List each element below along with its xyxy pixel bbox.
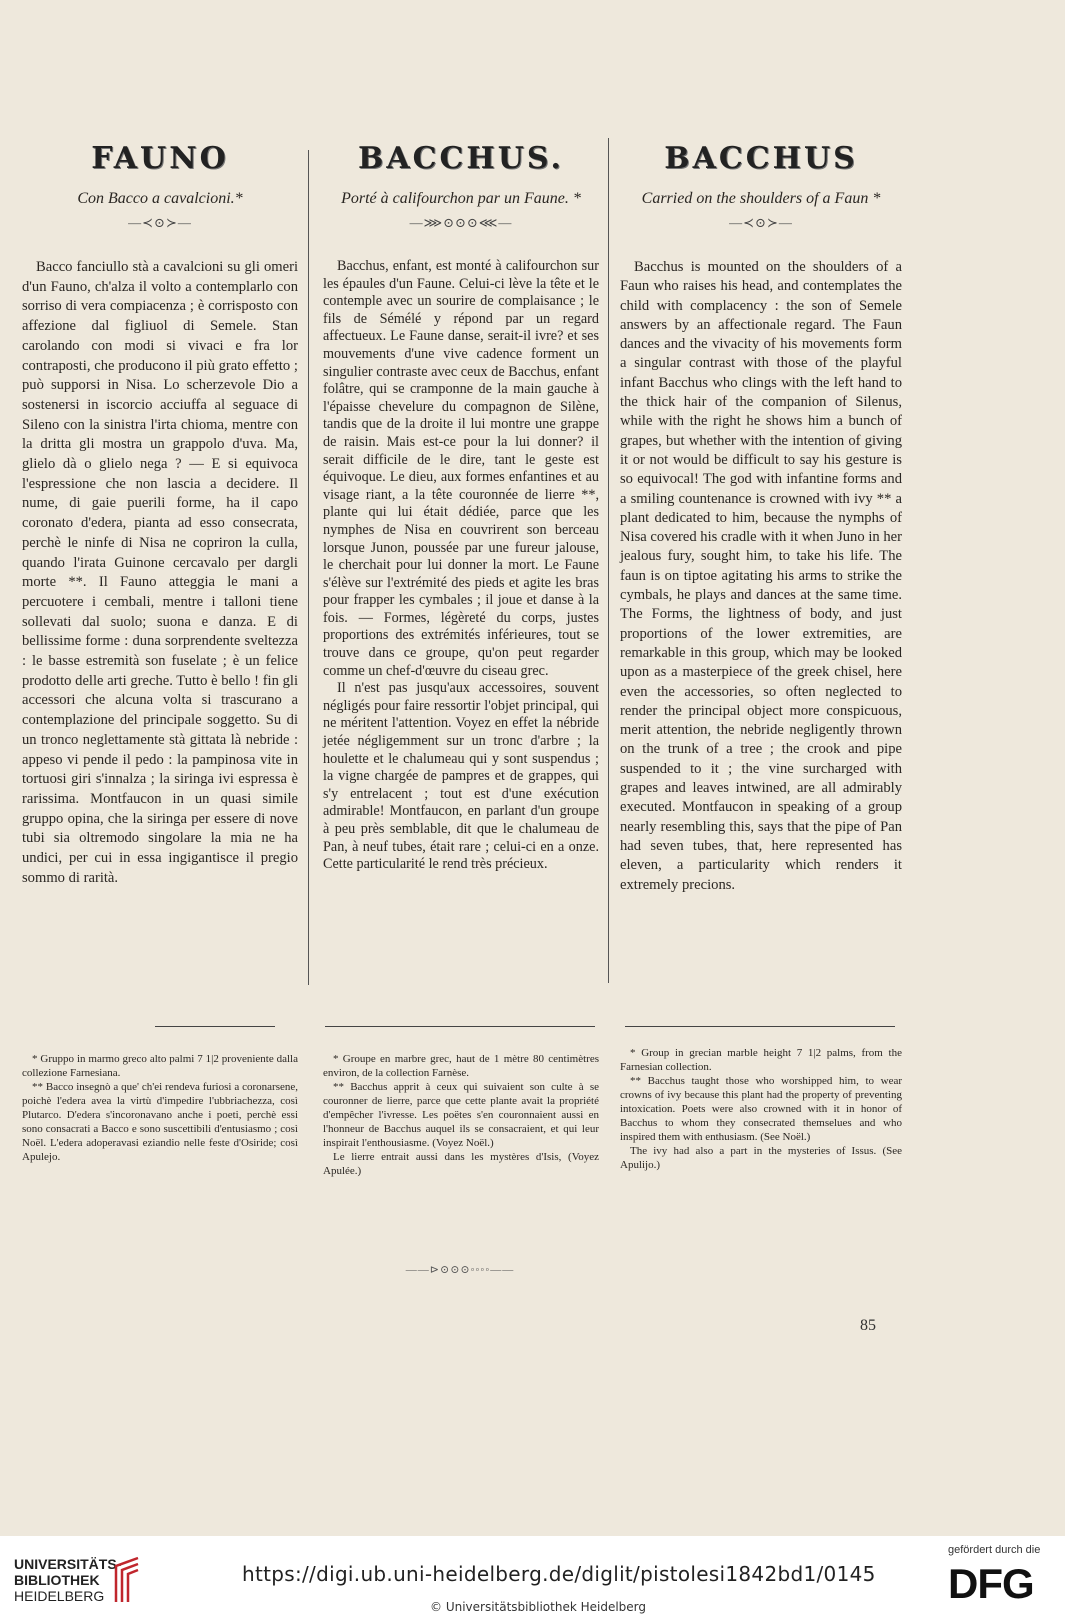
logo-text-line: HEIDELBERG [14, 1588, 105, 1604]
paragraph: Bacchus, enfant, est monté à califourchon sur les épaules d'un Faune. Celui-ci lève la tête et le contemple avec un sourire de complaisance ; le fils de Sémélé y répond par un regard affectueux. Le Faune danse, serait-il ivre? et ses mouvements d'une vive cadence forment un singulier contraste avec ceux de Bacchus, enfant folâtre, qui se cramponne de la main gauche à l'épaisse chevelure du compagnon de Silène, tandis que de la droite il lui montre une grappe de raisin. Mais est-ce pour la lui donner? il serait difficile de le dire, tant le geste est équivoque. Le dieu, aux formes enfantines et au visage riant, a la tête couronnée de lierre **, plante qui lui était dédiée, parce que les nymphes de Nisa en couvrirent son berceau lorsque Junon, poussée par une fureur jalouse, le cherchait pour lui donner la mort. Le Faune s'élève sur l'extrémité des pieds et agite les bras pour frapper les cymbales ; il joue et danse à la fois. — Formes, légèreté du corps, justes proportions des extrémités inférieures, tout se trouve dans ce groupe, qu'on peut regarder comme un chef-d'œuvre du ciseau grec. [323, 258, 599, 679]
paragraph: Bacco fanciullo stà a cavalcioni su gli omeri d'un Fauno, ch'alza il volto a contemplarlo con sorriso di vera compiacenza ; è corrisposto con affezione dal figliuol di Semele. Stan carolando con modi si vivaci e fra lor contraposti, che producono il più grato effetto ; può supporsi in Nisa. Lo scherzevole Dio a sostenersi in iscorcio acciuffa al seguace di Sileno con la sinistra l'irta chioma, mentre con la dritta gli mostra un grappolo d'uva. Ma, glielo dà o glielo nega ? — E si equivoca l'espressione che non lascia a decidere. Il nume, di gaie puerili forme, ha il capo coronato d'edera, pianta ad esso consecrata, perchè le ninfe di Nisa ne copriron la culla, quando l'irata Guinone cercavalo per dargli morte **. Il Fauno atteggia le mani a percuotere i cembali, mentre i talloni tiene sollevati dal suolo; suona e danza. E di bellissime forme : duna sorprendente sveltezza : le basse estremità son fuselate ; è un felice prodotto delle arti greche. Tutto è bello ! fin gli accessori che alcuna volta si trascurano a contemplazione del principale soggetto. Su di un tronco neglettamente stà gittata là nebride : appeso vi pende il pedo : la pampinosa vite in tortuosi giri s'innalza ; la siringa ivi espressa è rarissima. Montfaucon in un quasi simile gruppo opina, che la siringa per essere di nove tubi sia oltremodo singolare la mia ne ha undici, per cui in essa ingigantisce il pregio sommo di rarità. [22, 259, 298, 886]
paragraph: Bacchus is mounted on the shoulders of a Faun who raises his head, and contemplates the child with complacency : the son of Semele answers by an affectionale regard. The Faun dances and the vivacity of his movements form a singular contrast with those of the playful infant Bacchus who clings with the left hand to the thick hair of the companion of Silenus, while with the right he shows him a bunch of grapes, but whether with the intention of giving it or not would be difficult to say his gesture is so equivocal! The god with infantine forms and a smiling countenance is crowned with ivy ** a plant dedicated to him, because the nymphs of Nisa covered his cradle with it when Juno in her jealous fury, sought him, to take his life. The faun is on tiptoe agitating his arms to strike the cymbals, he plays and dances at the same time. The Forms, the lightness of body, and just proportions of the lower extremities, are remarkable in this group, which may be looked upon as a masterpiece of the greek chisel, here even the accessories, so often neglected to render the principal object more conspicuous, merit attention, the nebride negligently thrown on the trunk of a tree ; the crook and pipe suspended to it ; the vine surcharged with grapes and leaves intwined, are all admirably executed. Montfaucon in speaking of a group nearly resembling this, says that the pipe of Pan had seven tubes, that, here represented has eleven, a particularity which renders it extremely precions. [620, 259, 902, 893]
end-ornament: ——⊳⊙⊙⊙◦◦◦◦—— [405, 1264, 515, 1276]
column-english [620, 140, 902, 895]
footnotes-french [323, 1052, 599, 1178]
footnote: * Gruppo in marmo greco alto palmi 7 1|2 proveniente dalla collezione Farnesiana. [22, 1053, 298, 1079]
page-number: 85 [860, 1317, 876, 1334]
column-french [323, 140, 599, 874]
ornament: —⋙⊙⊙⊙⋘— [409, 215, 513, 230]
column-title: BACCHUS. [358, 141, 564, 176]
footnote-rule [325, 1026, 595, 1027]
footnote: ** Bacchus taught those who worshipped him, to wear crowns of ivy because this plant had the property of preventing intoxication. Poets were also crowned with it in honor of Bacchus to whom they consecrated themselues and who inspired them with enthusiasm. (See Noël.) [620, 1075, 902, 1143]
copyright-notice: © Universitätsbibliothek Heidelberg [430, 1600, 647, 1614]
logo-text-line: BIBLIOTHEK [14, 1572, 100, 1588]
footnote: Le lierre entrait aussi dans les mystères d'Isis, (Voyez Apulée.) [323, 1151, 599, 1177]
viewer-footer [0, 1536, 1065, 1624]
ornament: —≺⊙≻— [729, 215, 793, 230]
footnote: * Groupe en marbre grec, haut de 1 mètre 80 centimètres environ, de la collection Farnèse. [323, 1053, 599, 1079]
library-logo[interactable] [14, 1556, 121, 1604]
column-divider [308, 150, 309, 985]
document-url-link[interactable]: https://digi.ub.uni-heidelberg.de/diglit/pistolesi1842bd1/0145 [242, 1562, 876, 1586]
footnote: ** Bacco insegnò a que' ch'ei rendeva furiosi a coronarsene, poichè l'edera avea la virtù d'impedire l'ubbriachezza, così Plutarco. D'edera s'incoronavano anche i poeti, perchè essi sono consacrati a Bacco e sono suscettibili d'entusiasmo ; così Noël. L'edera adoperavasi eziandio nelle feste d'Osiride; così Apulejo. [22, 1081, 298, 1163]
footnotes-italian [22, 1052, 298, 1164]
ornament: —≺⊙≻— [128, 215, 192, 230]
column-body [620, 258, 902, 895]
footnote: ** Bacchus apprit à ceux qui suivaient son culte à se couronner de lierre, parce que cette plante avait la propriété d'empêcher l'ivresse. Les poëtes s'en couronnaient aussi en l'honneur de Bacchus auquel ils se consacraient, et qui leur inspirait l'enthousiasme. (Voyez Noël.) [323, 1081, 599, 1149]
library-logo-mark-icon [110, 1556, 144, 1604]
footnotes-english [620, 1046, 902, 1172]
column-title: FAUNO [91, 141, 229, 176]
column-body [323, 258, 599, 874]
logo-text-line: UNIVERSITÄTS- [14, 1556, 122, 1572]
column-title: BACCHUS [664, 141, 858, 176]
footnote: * Group in grecian marble height 7 1|2 palms, from the Farnesian collection. [620, 1047, 902, 1073]
column-italian [22, 140, 298, 889]
footnote-rule [155, 1026, 275, 1027]
footnote-rule [625, 1026, 895, 1027]
paragraph: Il n'est pas jusqu'aux accessoires, souvent négligés pour faire ressortir l'objet principal, qui ne méritent l'attention. Voyez en effet la nébride jetée négligemment sur un tronc d'arbre ; la houlette et le chalumeau qui y sont suspendus ; la vigne chargée de pampres et de grappes, qui s'y entrelacent ; tout est d'une exécution admirable! Montfaucon, en parlant d'un groupe à peu près semblable, dit que le chalumeau de Pan, à neuf tubes, était rare ; celui-ci en a onze. Cette particularité le rend très précieux. [323, 680, 599, 873]
column-subtitle: Con Bacco a cavalcioni.* [77, 190, 243, 207]
column-divider [608, 138, 609, 983]
column-subtitle: Carried on the shoulders of a Faun * [641, 190, 881, 207]
dfg-logo[interactable]: DFG [948, 1560, 1034, 1607]
funding-label: gefördert durch die [948, 1544, 1041, 1556]
footnote: The ivy had also a part in the mysteries of Issus. (See Apulijo.) [620, 1145, 902, 1171]
column-body [22, 258, 298, 889]
column-subtitle: Porté à califourchon par un Faune. * [341, 190, 581, 207]
